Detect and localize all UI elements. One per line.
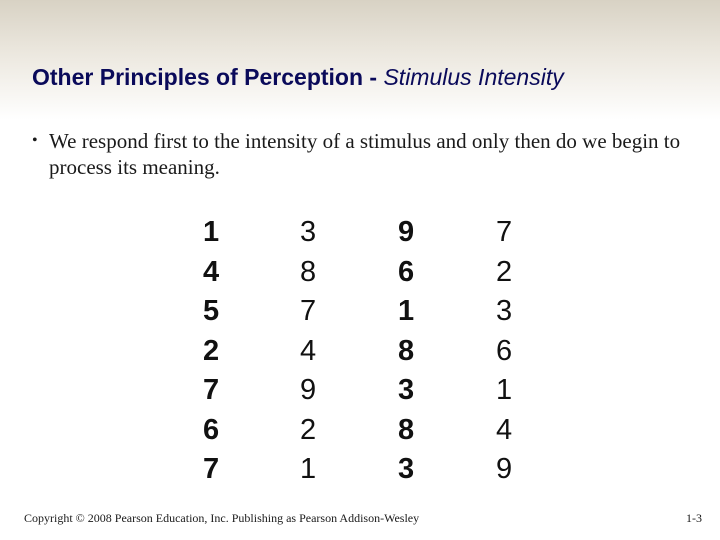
number-cell: 9 [496, 453, 513, 485]
number-cell: 8 [398, 334, 415, 367]
number-cell: 1 [398, 295, 415, 327]
number-cell: 4 [300, 334, 317, 367]
page-number: 1-3 [686, 511, 702, 525]
slide-title [32, 64, 712, 91]
number-cell: 2 [300, 413, 317, 446]
bullet-text: We respond first to the intensity of a stimulus and only then do we begin to process its meaning. [49, 129, 681, 179]
number-cell: 3 [300, 216, 317, 248]
number-cell: 5 [203, 295, 220, 327]
number-cell: 6 [496, 334, 513, 367]
number-cell: 4 [203, 255, 220, 288]
number-cell: 7 [496, 216, 513, 248]
number-column-1 [203, 213, 243, 490]
number-cell: 1 [300, 453, 317, 485]
number-cell: 3 [398, 453, 415, 485]
number-cell: 2 [496, 255, 513, 288]
number-cell: 1 [203, 216, 220, 248]
number-cell: 8 [398, 413, 415, 446]
bullet-icon: • [32, 132, 38, 149]
slide-title-subtitle: Stimulus Intensity [383, 64, 564, 90]
number-column-4 [496, 213, 536, 490]
header-band [0, 0, 720, 120]
number-cell: 2 [203, 334, 220, 367]
number-cell: 9 [300, 374, 317, 406]
number-cell: 6 [203, 413, 220, 446]
number-cell: 8 [300, 255, 317, 288]
number-column-3 [398, 213, 438, 490]
number-cell: 3 [496, 295, 513, 327]
number-cell: 6 [398, 255, 415, 288]
copyright-notice: Copyright © 2008 Pearson Education, Inc. Publishing as Pearson Addison-Wesley [24, 511, 420, 525]
number-cell: 4 [496, 413, 513, 446]
slide-title-main: Other Principles of Perception - [32, 64, 384, 90]
number-cell: 1 [496, 374, 513, 406]
bullet-point [32, 128, 692, 180]
number-cell: 7 [300, 295, 317, 327]
number-cell: 7 [203, 453, 220, 485]
number-column-2 [300, 213, 340, 490]
number-cell: 7 [203, 374, 220, 406]
number-cell: 9 [398, 216, 415, 248]
number-cell: 3 [398, 374, 415, 406]
